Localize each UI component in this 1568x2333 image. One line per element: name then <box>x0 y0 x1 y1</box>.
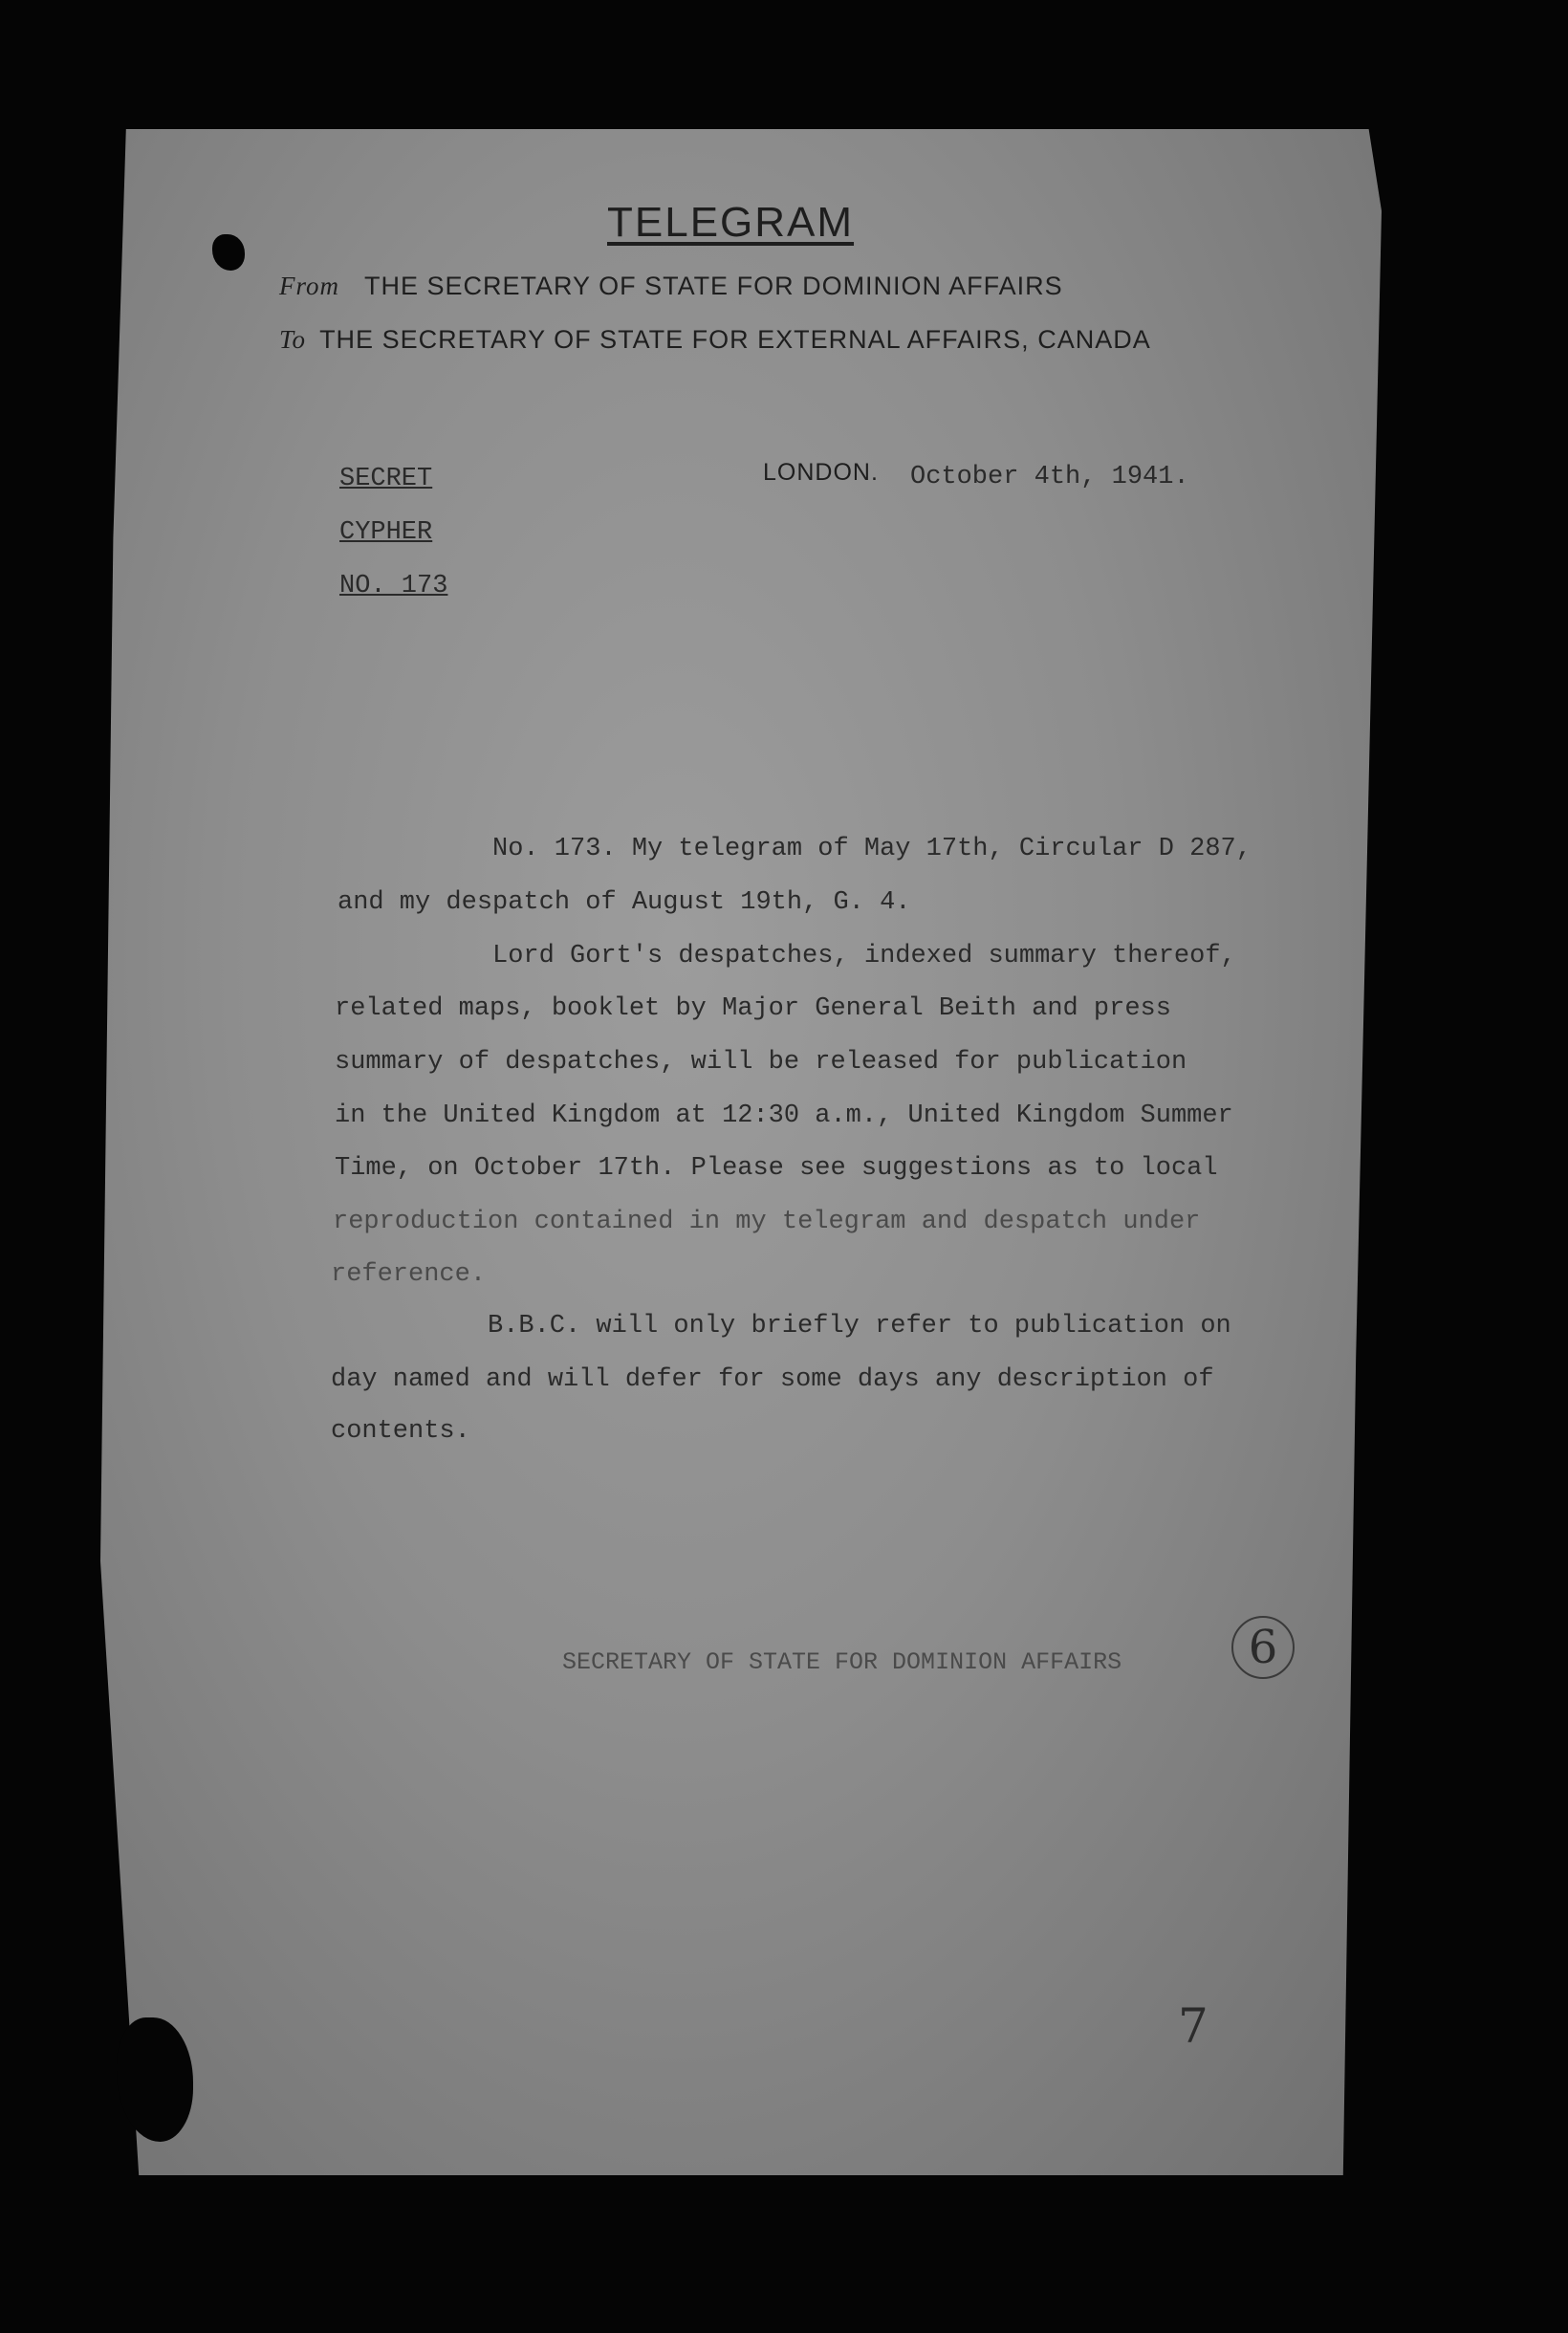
classification-secret: SECRET <box>339 465 433 493</box>
body-line-3: Lord Gort's despatches, indexed summary thereof, <box>492 942 1236 970</box>
to-text: THE SECRETARY OF STATE FOR EXTERNAL AFFAIRS, CANADA <box>319 325 1151 354</box>
body-line-10: B.B.C. will only briefly refer to publication on <box>488 1312 1231 1341</box>
classification-number: NO. 173 <box>339 572 448 600</box>
date-text: October 4th, 1941. <box>910 463 1189 491</box>
body-line-5: summary of despatches, will be released for publication <box>335 1048 1187 1077</box>
telegram-sheet <box>100 129 1382 2175</box>
from-text: THE SECRETARY OF STATE FOR DOMINION AFFAIRS <box>364 272 1063 300</box>
body-line-11: day named and will defer for some days any description of <box>331 1365 1214 1394</box>
body-line-6: in the United Kingdom at 12:30 a.m., United Kingdom Summer <box>335 1101 1233 1130</box>
body-line-7: Time, on October 17th. Please see suggestions as to local <box>335 1154 1218 1183</box>
body-line-4: related maps, booklet by Major General Beith and press <box>335 994 1171 1023</box>
to-label: To <box>279 325 307 354</box>
body-line-9: reference. <box>331 1260 487 1289</box>
to-line <box>279 325 1151 355</box>
body-line-1: No. 173. My telegram of May 17th, Circular D 287, <box>492 835 1252 863</box>
from-label: From <box>279 272 339 300</box>
body-line-2: and my despatch of August 19th, G. 4. <box>338 888 911 917</box>
corner-mark: 7 <box>1178 1998 1209 2054</box>
telegram-title: TELEGRAM <box>607 199 855 246</box>
body-line-8: reproduction contained in my telegram and despatch under <box>333 1208 1201 1236</box>
place-label: LONDON. <box>763 459 879 486</box>
torn-corner <box>117 2017 193 2142</box>
classification-cypher: CYPHER <box>339 518 433 547</box>
body-line-12: contents. <box>331 1417 470 1446</box>
page-number-mark: 6 <box>1231 1616 1295 1679</box>
signature: SECRETARY OF STATE FOR DOMINION AFFAIRS <box>562 1648 1122 1676</box>
from-line <box>279 272 1063 301</box>
